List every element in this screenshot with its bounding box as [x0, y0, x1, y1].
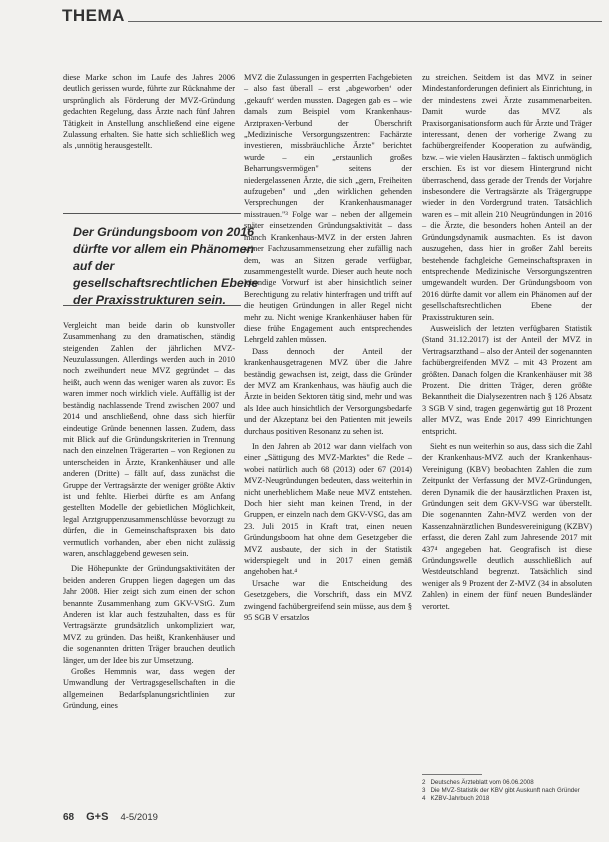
footnote-text: Deutsches Ärzteblatt vom 06.06.2008	[430, 779, 534, 786]
footnote-number: 3	[422, 787, 426, 794]
paragraph: Vergleicht man beide darin ob kunstvoller Zusammenhang zu den dramatischen, ständig steigenden Zahlen der jährlichen MVZ-Neuzulassungen. Allerdings werden auch in 2010 noch zweihundert neue MVZ gegründet – das heißt, auch wenn das weniger waren als zuvor: Es waren immer noch wirklich viele. Auffällig ist der beständig nachlassende Trend zwischen 2007 und 2014 und anschließend, ohne dass sich hierfür eindeutige Gründe benennen lassen. Zudem, dass mit Blick auf die Gründungskriterien in Trennung nach den einzelnen Trägerarten – von Regionen zu unterscheiden in Ärzte, Krankenhäuser und alle anderen (Dritte) – fällt auf, dass zunächst die Gruppe der Vertragsärzte der weniger größte Aktiv ist und fehlte. Hierbei dürfte es am Anfang gestellten Modelle der gebietlichen Möglichkeit, legal Arztgruppenzusammenschlüsse bevorzugt zu dürfen, die in Gemeinschaftspraxen bis dato vermutlich vorhanden, aber eben nicht zulässig waren, anschlaggebend gewesen sein.	[63, 320, 235, 558]
paragraph: In den Jahren ab 2012 war dann vielfach von einer „Sättigung des MVZ-Marktes" die Rede – wobei natürlich auch 68 (2013) oder 67 (2014) MVZ-Neugründungen bedeuten, dass weiterhin in nicht unerheblichem Maße neue MVZ entstehen. Doch hier sieht man keinen Trend, in der Gruppen, er einzeln nach dem GKV-VSG, das am 23. Juli 2015 in Kraft trat, einen neuen Gründungsboom hat ohne dem Gesetzgeber die MVZ ausbaute, der sich in der Statistik widerspiegelt und in 2017 einen gemäß angehoben hat.⁴	[244, 442, 412, 577]
pullquote-bottom-rule	[63, 305, 241, 306]
paragraph: zu streichen. Seitdem ist das MVZ in seiner Mindestanforderungen definiert als Einrichtung, in der mindestens zwei Ärzte zusammenarbeiten. Damit wurde das MVZ als Praxisorganisationsform auch für Ärzte und Träger interessant, denen der vorherige Zwang zu fachübergreifender Kooperation zu aufwändig, bzw. – wie vielen Hausärzten – faktisch unmöglich erschien. Es ist vor diesem Hintergrund nicht überraschend, dass gerade der Trends der Vorjahre insbesondere die Vertragsärzte als Trägergruppe wieder in den Vordergrund traten. Tatsächlich waren es – mit allein 210 Neugründungen in 2016 – die Ärzte, die besonders hohen Anteil an der Gründungsdynamik ausmachten. Es ist davon auszugehen, dass hier in großer Zahl bereits bestehende fachgleiche Gemeinschaftspraxen in entsprechende Medizinische Versorgungszentren umgewandelt wurden. Der Gründungsboom von 2016 dürfte damit vor allem ein Phänomen auf der gesellschaftsrechtlichen Ebene der Praxisstrukturen sein.	[422, 73, 592, 322]
pullquote-top-rule	[63, 213, 241, 214]
column-2	[244, 72, 412, 624]
footnote-text: Die MVZ-Statistik der KBV gibt Auskunft nach Gründer	[430, 787, 580, 794]
column-3	[422, 72, 592, 612]
footnote	[422, 795, 592, 803]
page-footer	[63, 811, 158, 823]
footnote-number: 2	[422, 779, 426, 786]
footnotes	[422, 779, 592, 803]
footnote	[422, 787, 592, 795]
magazine-name: G+S	[86, 811, 109, 823]
paragraph: Dass dennoch der Anteil der krankenhausgetragenen MVZ über die Jahre beständig gewachsen ist, zeigt, dass die Gründer der MVZ am Krankenhaus, was häufig auch die Ärzte in beiden Sektoren tätig sind, mehr und was als Idee auch hinsichtlich der Versorgungsbedarfe und der Akzeptanz bei den Patienten mit jeweils durchaus positiven Resonanz zu sehen ist.	[244, 346, 412, 436]
page-number: 68	[63, 812, 75, 823]
paragraph: diese Marke schon im Laufe des Jahres 2006 deutlich gerissen wurde, führte zur Rücknahme der ursprünglich als Förderung der MVZ-Gründung gedachten Regelung, dass Ärzte nach fünf Jahren Tätigkeit in Anstellung anschließend eine eigene Zulassung erhalten. Sie hatte sich schließlich weg als ‚unnötig herausgestellt.	[63, 73, 235, 151]
footnote-rule	[422, 774, 482, 775]
footnote-number: 4	[422, 795, 426, 802]
column-1	[63, 72, 235, 712]
page-header	[62, 6, 602, 28]
footnote-text: KZBV-Jahrbuch 2018	[430, 795, 490, 802]
paragraph: MVZ die Zulassungen in gesperrten Fachgebieten – also fast überall – erst ‚abgeworben‘ oder ‚gekauft‘ werden mussten. Dagegen gab es – wie damals zum Beispiel vom Krankenhaus-Arztpraxen-Verbund der Überschrift „Medizinische Versorgungszentren: Fachärzte investieren, missbräuchliche Ärzte" berichtet wurde – ein „erstaunlich großes Beharrungsvermögen" seitens der niedergelassenen Ärzte, die sich „gern, Freiheiten aufzugeben" und „den wirklichen gehenden Versprechungen der Krankenhausmanager misstrauen."³ Folge war – neben der allgemein später einsetzenden Gründungsaktivität – dass manch Krankenhaus-MVZ in der ersten Jahren seiner Fachzusammensetzung eher zufällig nach dem, was an Sitzen gerade verfügbar, zusammengestellt wurde. Dieser auch heute noch lebendige Vorwurf ist aber hinsichtlich seiner Berechtigung zu relativ hinterfragen und trifft auf die heutigen Gründungen in aller Regel nicht mehr zu. Nicht wenige Krankenhäuser haben für diese frühe Engagement auch entsprechendes Lehrgeld zahlen müssen.	[244, 73, 412, 345]
paragraph: Die Höhepunkte der Gründungsaktivitäten der beiden anderen Gruppen liegen dagegen um das Jahr 2008. Hier zeigt sich zum einen der schon benannte Zusammenhang zum GKV-VStG. Zum Anderen ist klar auch festzuhalten, dass es für Vertragsärzte grundsätzlich unkompliziert war, MVZ zu gründen. Das heißt, Krankenhäuser und die sogenannten dritten Träger brauchen deutlich länger, um der Idee bis zur Umsetzung.	[63, 564, 235, 665]
footnote	[422, 779, 592, 787]
paragraph: Ursache war die Entscheidung des Gesetzgebers, die Vorschrift, dass ein MVZ zwingend fachübergreifend sein müsse, aus dem § 95 SGB V ersatzlos	[244, 578, 412, 623]
header-rule	[128, 21, 602, 22]
paragraph: Großes Hemmnis war, dass wegen der Umwandlung der Vertragsgesellschaften in die allgemeinen Bedarfsplanungsrichtlinien zur Gründung, eines	[63, 667, 235, 711]
pullquote: Der Gründungsboom von 2016 dürfte vor allem ein Phänomen auf der gesellschaftsrechtlichen Ebene der Praxisstrukturen sein.	[73, 225, 259, 307]
section-title: THEMA	[62, 6, 125, 25]
issue-number: 4-5/2019	[120, 812, 158, 823]
paragraph: Ausweislich der letzten verfügbaren Statistik (Stand 31.12.2017) ist der Anteil der MVZ in Vertragsarzthand – also der Anteil der sogenannten fachübergreifenden MVZ – mit 43 Prozent am größten. Danach folgen die Krankenhäuser mit 38 Prozent. Die dritten Träger, deren größte Bekanntheit die Dialysezentren nach § 126 Absatz 3 SGB V sind, tragen gegenwärtig gut 18 Prozent aller MVZ, was Ende 2017 499 Einrichtungen entspricht.	[422, 323, 592, 436]
paragraph: Sieht es nun weiterhin so aus, dass sich die Zahl der Krankenhaus-MVZ auch der Krankenhaus-Vereinigung (KBV) beobachten Zahlen die zum Zeitpunkt der Verfassung der MVZ-Gründungen, deren Dynamik die der hausärztlichen Praxen ist, Gründungen seit dem GKV-VSG war überstellt. Die sogenannten Zahn-MVZ werden von der Kassenzahnärztlichen Bundesvereinigung (KZBV) erfasst, die deren Zahl zum Jahresende 2017 mit 437⁴ angegeben hat. Geografisch ist diese Gründungswelle deutlich ausschließlich auf Westdeutschland begrenzt. Tatsächlich sind weniger als 9 Prozent der Z-MVZ (34 in absoluten Zahlen) in einem der fünf neuen Bundesländer verortet.	[422, 442, 592, 611]
